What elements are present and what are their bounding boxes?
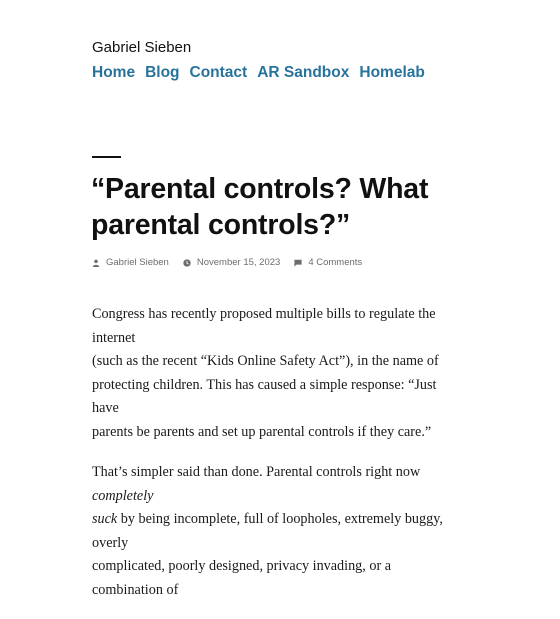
paragraph-1-line-2: (such as the recent “Kids Online Safety Act”), in the name of (92, 353, 439, 369)
paragraph-2 (92, 461, 462, 602)
paragraph-1 (92, 303, 462, 444)
author-link[interactable]: Gabriel Sieben (106, 257, 169, 268)
nav-item-homelab[interactable]: Homelab (359, 64, 425, 81)
main-nav (92, 63, 425, 83)
comment-bubble-icon (294, 259, 302, 267)
post-title (91, 171, 491, 243)
meta-date (183, 257, 280, 268)
paragraph-2-line-1-text: That’s simpler said than done. Parental controls right now (92, 464, 421, 480)
title-divider (92, 156, 121, 158)
paragraph-2-line-2-text: by being incomplete, full of loopholes, extremely buggy, overly (92, 511, 443, 551)
clock-icon (183, 259, 191, 267)
paragraph-2-emphasis-1: completely (92, 487, 154, 504)
person-icon (92, 259, 100, 267)
date-link[interactable]: November 15, 2023 (196, 257, 281, 268)
paragraph-1-line-3: protecting children. This has caused a simple response: “Just have (92, 376, 437, 416)
post-title-line-2: parental controls?” (91, 209, 351, 241)
nav-item-home[interactable]: Home (92, 64, 136, 81)
paragraph-2-line-3: complicated, poorly designed, privacy invading, or a combination of (92, 558, 392, 598)
paragraph-2-emphasis-2: suck (92, 511, 118, 527)
entry-meta (92, 257, 376, 268)
nav-item-contact[interactable]: Contact (189, 64, 248, 81)
site-header (92, 38, 425, 83)
comments-link[interactable]: 4 Comments (308, 257, 363, 268)
meta-comments (294, 257, 362, 268)
paragraph-1-line-4: parents be parents and set up parental controls if they care.” (92, 423, 432, 440)
post-title-line-1: “Parental controls? What (91, 173, 429, 205)
site-title[interactable]: Gabriel Sieben (92, 39, 192, 56)
nav-item-blog[interactable]: Blog (145, 64, 180, 81)
nav-item-ar-sandbox[interactable]: AR Sandbox (257, 64, 350, 81)
entry-content (92, 303, 462, 619)
meta-author (92, 257, 169, 268)
paragraph-1-line-1: Congress has recently proposed multiple bills to regulate the internet (92, 306, 436, 346)
